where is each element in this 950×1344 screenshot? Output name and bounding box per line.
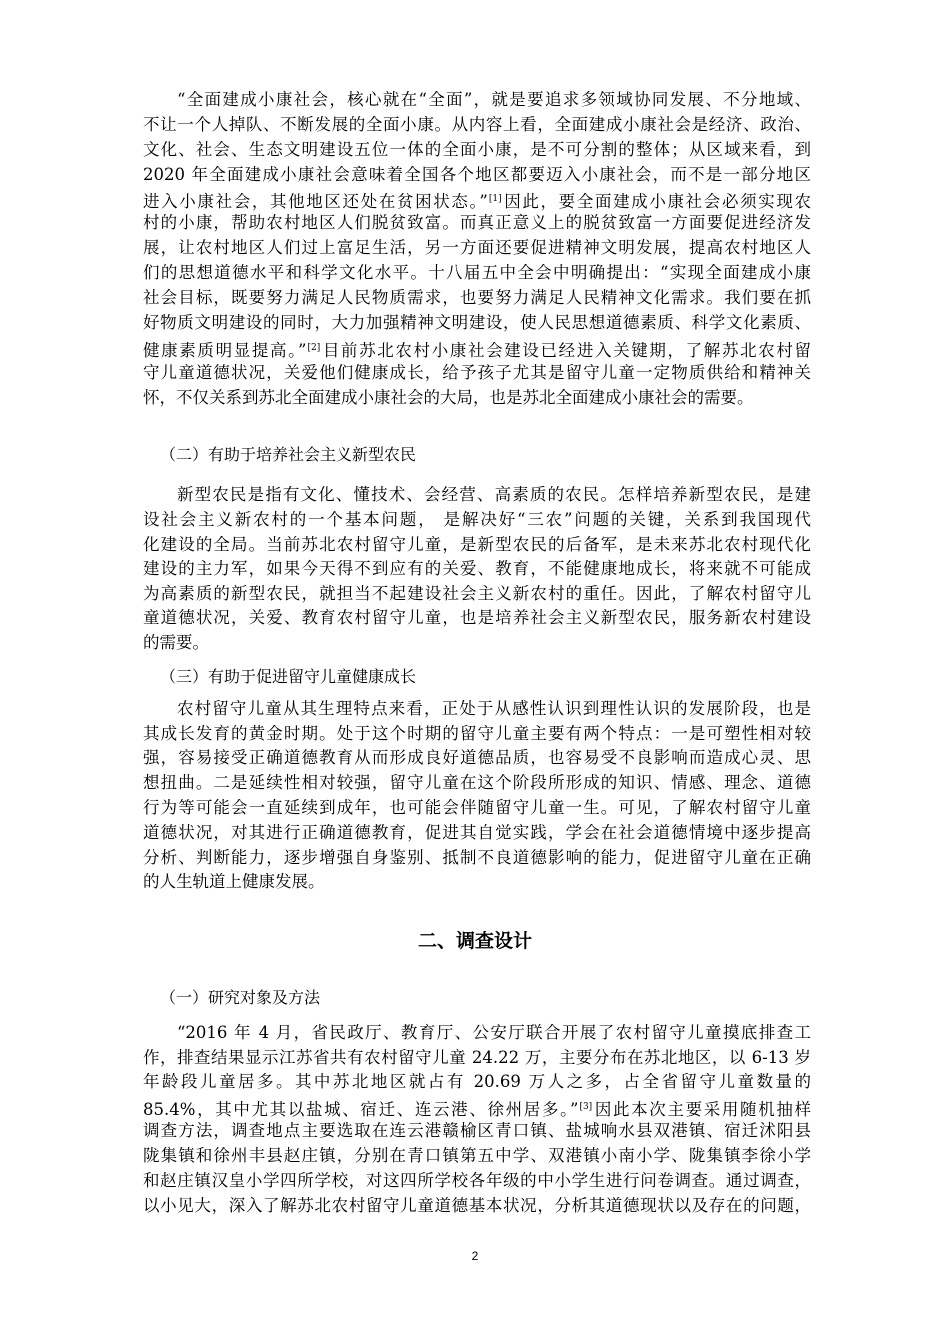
citation-ref: [3] [579,1102,593,1112]
paragraph-line: 2020 年全面建成小康社会意味着全国各个地区都要迈入小康社会，而不是一部分地区 [143,165,811,184]
paragraph-line: 们的思想道德水平和科学文化水平。十八届五中全会中明确提出：“实现全面建成小康 [143,263,811,282]
paragraph-line: 好物质文明建设的同时，大力加强精神文明建设，使人民思想道德素质、科学文化素质、 [143,313,811,332]
subsection-heading: （一）研究对象及方法 [160,988,321,1007]
subsection-heading: （三）有助于促进留守儿童健康成长 [160,667,417,686]
paragraph-line: 调查方法，调查地点主要选取在连云港赣榆区青口镇、盐城响水县双港镇、宿迁沭阳县 [143,1121,811,1140]
paragraph-line: 童道德状况，关爱、教育农村留守儿童，也是培养社会主义新型农民，服务新农村建设 [143,608,811,627]
paragraph-line: 其成长发育的黄金时期。处于这个时期的留守儿童主要有两个特点：一是可塑性相对较 [143,724,811,743]
paragraph-line: 新型农民是指有文化、懂技术、会经营、高素质的农民。怎样培养新型农民，是建 [177,485,811,504]
citation-ref: [2] [307,343,321,353]
paragraph-line: 健康素质明显提高。”[2]目前苏北农村小康社会建设已经进入关键期，了解苏北农村留 [143,341,811,360]
paragraph-line: 设社会主义新农村的一个基本问题， 是解决好“三农”问题的关键，关系到我国现代 [143,510,811,529]
paragraph-line: 展，让农村地区人们过上富足生活，另一方面还要促进精神文明发展，提高农村地区人 [143,238,811,257]
paragraph-line: 强，容易接受正确道德教育从而形成良好道德品质，也容易受不良影响而造成心灵、思 [143,748,811,767]
paragraph-line: 为高素质的新型农民，就担当不起建设社会主义新农村的重任。因此，了解农村留守儿 [143,584,811,603]
paragraph-line: “2016 年 4 月，省民政厅、教育厅、公安厅联合开展了农村留守儿童摸底排查工 [177,1023,811,1042]
paragraph-line: 不让一个人掉队、不断发展的全面小康。从内容上看，全面建成小康社会是经济、政治、 [143,115,811,134]
paragraph-line: “全面建成小康社会，核心就在“全面”，就是要追求多领域协同发展、不分地域、 [177,90,811,109]
paragraph-line: 村的小康，帮助农村地区人们脱贫致富。而真正意义上的脱贫致富一方面要促进经济发 [143,213,811,232]
paragraph-line: 的需要。 [143,633,209,652]
paragraph-line: 作，排查结果显示江苏省共有农村留守儿童 24.22 万，主要分布在苏北地区，以 6-13 岁 [143,1048,811,1067]
paragraph-line: 和赵庄镇汉皇小学四所学校，对这四所学校各年级的中小学生进行问卷调查。通过调查， [143,1171,811,1190]
paragraph-line: 分析、判断能力，逐步增强自身鉴别、抵制不良道德影响的能力，促进留守儿童在正确 [143,848,811,867]
section-heading: 二、调查设计 [417,930,532,952]
page-number: 2 [471,1249,479,1263]
paragraph-line: 的人生轨道上健康发展。 [143,872,325,891]
paragraph-line: 文化、社会、生态文明建设五位一体的全面小康，是不可分割的整体；从区域来看，到 [143,140,811,159]
paragraph-line: 怀，不仅关系到苏北全面建成小康社会的大局，也是苏北全面建成小康社会的需要。 [143,388,754,407]
paragraph-line: 化建设的全局。当前苏北农村留守儿童，是新型农民的后备军，是未来苏北农村现代化 [143,535,811,554]
paragraph-line: 农村留守儿童从其生理特点来看，正处于从感性认识到理性认识的发展阶段，也是 [177,699,811,718]
citation-ref: [1] [488,194,502,204]
paragraph-line: 道德状况，对其进行正确道德教育，促进其自觉实践，学会在社会道德情境中逐步提高 [143,823,811,842]
paragraph-line: 守儿童道德状况，关爱他们健康成长，给予孩子尤其是留守儿童一定物质供给和精神关 [143,363,811,382]
paragraph-line: 进入小康社会，其他地区还处在贫困状态。”[1]因此，要全面建成小康社会必须实现农 [143,192,811,211]
paragraph-line: 行为等可能会一直延续到成年，也可能会伴随留守儿童一生。可见，了解农村留守儿童 [143,798,811,817]
paragraph-line: 社会目标，既要努力满足人民物质需求，也要努力满足人民精神文化需求。我们要在抓 [143,288,811,307]
paragraph-line: 陇集镇和徐州丰县赵庄镇，分别在青口镇第五中学、双港镇小南小学、陇集镇李徐小学 [143,1146,811,1165]
paragraph-line: 想扭曲。二是延续性相对较强，留守儿童在这个阶段所形成的知识、情感、理念、道德 [143,773,811,792]
paragraph-line: 年龄段儿童居多。其中苏北地区就占有 20.69 万人之多，占全省留守儿童数量的 [143,1072,811,1091]
paragraph-line: 85.4%，其中尤其以盐城、宿迁、连云港、徐州居多。”[3]因此本次主要采用随机抽样 [143,1100,812,1119]
paragraph-line: 以小见大，深入了解苏北农村留守儿童道德基本状况，分析其道德现状以及存在的问题， [143,1196,811,1215]
subsection-heading: （二）有助于培养社会主义新型农民 [160,445,417,464]
paragraph-line: 建设的主力军，如果今天得不到应有的关爱、教育，不能健康地成长，将来就不可能成 [143,559,811,578]
